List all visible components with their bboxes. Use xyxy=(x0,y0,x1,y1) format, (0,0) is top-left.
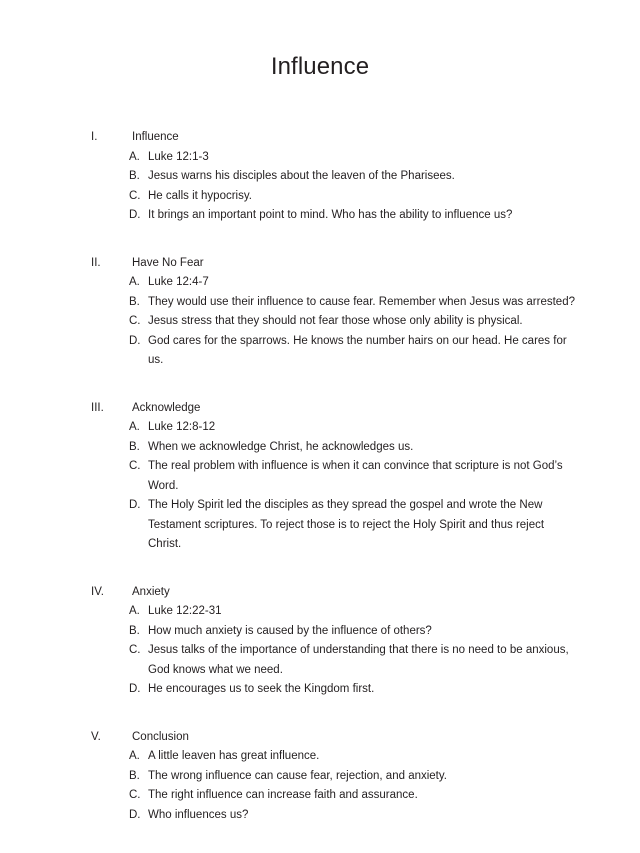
item-letter: D. xyxy=(129,499,141,511)
outline-item xyxy=(0,187,640,207)
item-letter: A. xyxy=(129,150,140,163)
item-text: The Holy Spirit led the disciples as they spread the gospel and wrote the New Testament scriptures. To reject those is to reject the Holy Spirit and thus reject Christ. xyxy=(148,499,545,550)
item-letter: A. xyxy=(129,421,140,433)
section-title: Acknowledge xyxy=(132,401,201,414)
item-letter: A. xyxy=(129,605,140,617)
item-text: God cares for the sparrows. He knows the number hairs on our head. He cares for us. xyxy=(148,334,567,366)
section-item-list xyxy=(0,418,640,555)
section-heading xyxy=(0,128,640,148)
item-text: Luke 12:4-7 xyxy=(148,276,209,288)
item-text: They would use their influence to cause fear. Remember when Jesus was arrested? xyxy=(148,295,575,308)
outline-item xyxy=(0,312,640,332)
outline-item xyxy=(0,747,640,767)
item-text: The right influence can increase faith and assurance. xyxy=(148,789,418,801)
item-text: He calls it hypocrisy. xyxy=(148,189,252,202)
item-letter: B. xyxy=(129,769,140,782)
item-letter: B. xyxy=(129,295,140,308)
section-title: Influence xyxy=(132,131,179,143)
item-letter: C. xyxy=(129,644,141,656)
item-letter: D. xyxy=(129,808,141,821)
outline-item xyxy=(0,767,640,787)
item-text: The wrong influence can cause fear, rejection, and anxiety. xyxy=(148,769,447,782)
item-letter: D. xyxy=(129,209,141,221)
outline-item xyxy=(0,622,640,642)
section-item-list xyxy=(0,747,640,825)
outline-item xyxy=(0,148,640,168)
section-heading xyxy=(0,728,640,748)
item-text: A little leaven has great influence. xyxy=(148,750,320,762)
item-letter: B. xyxy=(129,440,140,453)
outline-item xyxy=(0,680,640,700)
section-title: Conclusion xyxy=(132,730,189,743)
item-letter: C. xyxy=(129,460,141,472)
section-numeral: I. xyxy=(91,131,98,143)
outline-section xyxy=(0,583,640,700)
outline-section xyxy=(0,128,640,226)
outline-item xyxy=(0,293,640,313)
section-item-list xyxy=(0,148,640,226)
item-letter: D. xyxy=(129,334,141,347)
item-text: The real problem with influence is when it can convince that scripture is not God’s Word. xyxy=(148,460,563,492)
section-heading xyxy=(0,254,640,274)
item-letter: C. xyxy=(129,315,141,327)
item-text: How much anxiety is caused by the influence of others? xyxy=(148,624,432,637)
item-text: Luke 12:8-12 xyxy=(148,421,216,433)
outline-body xyxy=(0,128,640,853)
item-letter: C. xyxy=(129,789,141,801)
item-text: When we acknowledge Christ, he acknowledges us. xyxy=(148,440,414,453)
item-letter: B. xyxy=(129,170,140,182)
item-text: Luke 12:22-31 xyxy=(148,605,222,617)
outline-item xyxy=(0,496,640,555)
item-text: Jesus warns his disciples about the leaven of the Pharisees. xyxy=(148,170,455,182)
outline-section xyxy=(0,254,640,371)
outline-section xyxy=(0,399,640,555)
outline-item xyxy=(0,167,640,187)
outline-item xyxy=(0,786,640,806)
section-numeral: II. xyxy=(91,256,101,269)
item-text: Jesus talks of the importance of understanding that there is no need to be anxious, God knows what we need. xyxy=(148,644,569,676)
outline-item xyxy=(0,806,640,826)
item-letter: C. xyxy=(129,189,141,202)
outline-item xyxy=(0,641,640,680)
outline-item xyxy=(0,438,640,458)
section-title: Anxiety xyxy=(132,585,170,598)
item-text: Jesus stress that they should not fear those whose only ability is physical. xyxy=(148,315,523,327)
outline-item xyxy=(0,332,640,371)
outline-item xyxy=(0,206,640,226)
item-letter: A. xyxy=(129,750,140,762)
item-letter: A. xyxy=(129,276,140,288)
item-text: Who influences us? xyxy=(148,808,249,821)
section-heading xyxy=(0,399,640,419)
outline-item xyxy=(0,273,640,293)
item-letter: B. xyxy=(129,624,140,637)
section-title: Have No Fear xyxy=(132,256,204,269)
item-text: He encourages us to seek the Kingdom first. xyxy=(148,683,375,695)
section-heading xyxy=(0,583,640,603)
section-item-list xyxy=(0,273,640,371)
outline-item xyxy=(0,418,640,438)
section-numeral: V. xyxy=(91,730,101,743)
section-numeral: III. xyxy=(91,401,104,414)
item-text: Luke 12:1-3 xyxy=(148,150,209,163)
section-item-list xyxy=(0,602,640,700)
item-text: It brings an important point to mind. Who has the ability to influence us? xyxy=(148,209,513,221)
outline-item xyxy=(0,602,640,622)
outline-item xyxy=(0,457,640,496)
item-letter: D. xyxy=(129,683,141,695)
section-numeral: IV. xyxy=(91,585,105,598)
document-title: Influence xyxy=(270,53,370,80)
outline-section xyxy=(0,728,640,826)
